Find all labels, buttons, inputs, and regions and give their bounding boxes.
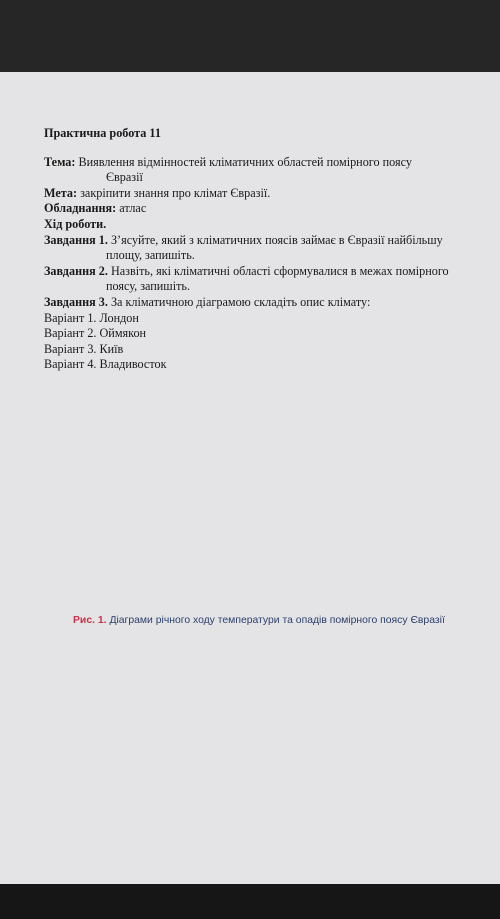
top-bar <box>0 0 500 72</box>
document-page <box>0 72 500 884</box>
climate-diagrams-figure <box>0 372 500 612</box>
task1-label: Завдання 1. <box>44 232 108 247</box>
task3-line <box>44 295 500 311</box>
caption-number: Рис. 1. <box>73 615 107 626</box>
figure-caption <box>73 615 445 626</box>
task3-label: Завдання 3. <box>44 294 108 309</box>
variant-2: Варіант 2. Оймякон <box>44 326 147 341</box>
task1-line-2: площу, запишіть. <box>106 248 195 263</box>
equipment-label: Обладнання: <box>44 201 117 216</box>
bottom-bar <box>0 884 500 919</box>
caption-text: Діаграми річного ходу температури та опадів помірного поясу Євразії <box>109 615 445 626</box>
equipment-text: атлас <box>119 201 147 216</box>
task1-text: З’ясуйте, який з кліматичних поясів займає в Євразії найбільшу <box>110 232 443 247</box>
task3-text: За кліматичною діаграмою складіть опис клімату: <box>110 294 371 309</box>
task2-label: Завдання 2. <box>44 263 108 278</box>
equipment-line <box>44 201 500 217</box>
goal-line <box>44 186 500 202</box>
topic-line <box>44 155 500 171</box>
task2-text: Назвіть, які кліматичні області сформувалися в межах помірного <box>110 263 449 278</box>
variant-4: Варіант 4. Владивосток <box>44 357 167 372</box>
task2-line-2: поясу, запишіть. <box>106 279 191 294</box>
progress-heading: Хід роботи. <box>44 216 107 231</box>
topic-label: Тема: <box>44 154 76 169</box>
topic-text: Виявлення відмінностей кліматичних областей помірного поясу <box>78 154 412 169</box>
goal-label: Мета: <box>44 185 78 200</box>
goal-text: закріпити знання про клімат Євразії. <box>80 185 271 200</box>
document-text <box>44 126 500 373</box>
task2-line <box>44 264 500 280</box>
task1-line <box>44 233 500 249</box>
document-title: Практична робота 11 <box>44 126 161 140</box>
variant-1: Варіант 1. Лондон <box>44 310 139 325</box>
variant-3: Варіант 3. Київ <box>44 341 124 356</box>
topic-line-2: Євразії <box>106 170 143 185</box>
